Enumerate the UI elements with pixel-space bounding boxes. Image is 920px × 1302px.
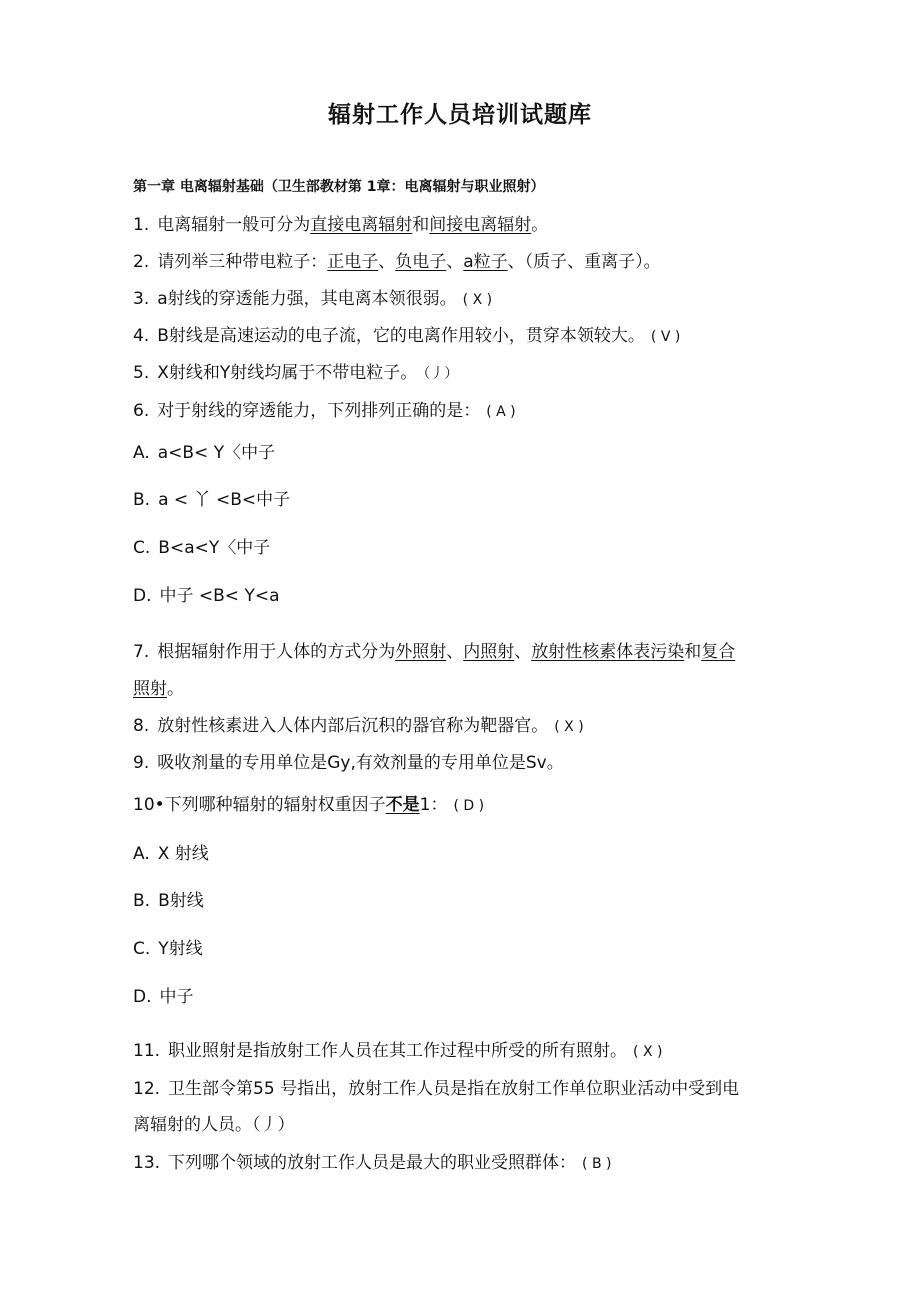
question-text: 对于射线的穿透能力，下列排列正确的是：	[157, 401, 481, 421]
question-text: 请列举三种带电粒子：	[157, 252, 328, 272]
option-c	[133, 938, 203, 960]
question-2	[133, 251, 661, 273]
emphasis-text: 不是	[385, 795, 420, 815]
question-12	[133, 1078, 739, 1100]
option-label: B.	[133, 891, 151, 911]
question-number: 5.	[133, 363, 150, 383]
question-7-continued	[133, 678, 184, 700]
question-number: 7.	[133, 642, 150, 662]
chapter-heading: 第一章 电离辐射基础（卫生部教材第 1章：电离辐射与职业照射）	[133, 179, 545, 195]
option-label: C.	[133, 939, 151, 959]
option-a	[133, 843, 209, 865]
question-number: 3.	[133, 289, 150, 309]
question-12-continued	[133, 1114, 295, 1136]
answer-blank: 内照射	[463, 642, 515, 662]
answer-blank: 直接电离辐射	[310, 215, 413, 235]
option-text: B<a<Y〈中子	[158, 538, 271, 558]
answer-blank: 外照射	[395, 642, 447, 662]
question-text: 根据辐射作用于人体的方式分为	[157, 642, 396, 662]
question-text: 。	[531, 215, 549, 235]
answer-blank: a粒子	[463, 252, 508, 272]
option-label: D.	[133, 987, 152, 1007]
option-label: A.	[133, 844, 150, 864]
question-5	[133, 362, 458, 385]
question-text: 下列哪个领域的放射工作人员是最大的职业受照群体：	[168, 1153, 577, 1173]
option-text: B射线	[158, 891, 204, 911]
question-text: 职业照射是指放射工作人员在其工作过程中所受的所有照射。	[168, 1041, 628, 1061]
separator: 、	[446, 252, 464, 272]
question-text: B射线是高速运动的电子流，它的电离作用较小，贯穿本领较大。	[157, 326, 645, 346]
option-label: A.	[133, 443, 150, 463]
question-number: 13.	[133, 1153, 161, 1173]
option-text: a < 丫 <B<中子	[158, 490, 291, 510]
option-text: 中子	[159, 987, 194, 1007]
answer-blank: 负电子	[395, 252, 447, 272]
question-3	[133, 288, 492, 311]
option-label: B.	[133, 490, 151, 510]
option-label: D.	[133, 586, 152, 606]
question-text: 卫生部令第55 号指出，放射工作人员是指在放射工作单位职业活动中受到电	[168, 1079, 740, 1099]
question-number: 9.	[133, 753, 150, 773]
question-text: 下列哪种辐射的辐射权重因子	[164, 795, 386, 815]
question-number: 8.	[133, 716, 150, 736]
question-text: a射线的穿透能力强，其电离本领很弱。	[157, 289, 457, 309]
question-number: 4.	[133, 326, 150, 346]
option-text: 中子 <B< Y<a	[159, 586, 280, 606]
question-text: 放射性核素进入人体内部后沉积的器官称为靶器官。	[157, 716, 549, 736]
question-text: 和	[412, 215, 430, 235]
question-text: X射线和Y射线均属于不带电粒子。	[157, 363, 418, 383]
question-number: 2.	[133, 252, 150, 272]
answer-mark: （丿）	[423, 366, 459, 382]
question-7	[133, 641, 735, 663]
question-13	[133, 1152, 611, 1175]
answer-mark: ( X )	[462, 292, 493, 308]
option-d	[133, 986, 194, 1008]
question-text: 吸收剂量的专用单位是Gy,有效剂量的专用单位是Sv。	[157, 753, 564, 773]
question-number: 1.	[133, 215, 150, 235]
option-text: a<B< Y〈中子	[157, 443, 276, 463]
question-11	[133, 1040, 662, 1063]
page-title: 辐射工作人员培训试题库	[328, 102, 592, 128]
question-text: 1：	[419, 795, 448, 815]
answer-blank: 照射	[133, 679, 167, 699]
option-text: X 射线	[157, 844, 209, 864]
answer-mark: ( X )	[633, 1044, 663, 1060]
question-number: 10•	[133, 795, 165, 815]
question-1	[133, 214, 548, 236]
answer-mark: ( A )	[486, 404, 516, 420]
question-4	[133, 325, 680, 348]
question-8	[133, 715, 584, 738]
question-text: 、（质子、重离子）。	[507, 252, 661, 272]
answer-blank: 间接电离辐射	[429, 215, 532, 235]
answer-mark: ( V )	[650, 329, 681, 345]
question-number: 11.	[133, 1041, 161, 1061]
separator: 、	[378, 252, 396, 272]
question-text: 离辐射的人员。（丿）	[133, 1115, 295, 1135]
option-label: C.	[133, 538, 151, 558]
answer-mark: ( B )	[582, 1156, 612, 1172]
question-number: 12.	[133, 1079, 161, 1099]
separator: 、	[514, 642, 532, 662]
question-text: 。	[167, 679, 184, 699]
question-text: 电离辐射一般可分为	[157, 215, 311, 235]
question-number: 6.	[133, 401, 150, 421]
question-text: 和	[684, 642, 702, 662]
question-9	[133, 752, 564, 774]
option-b	[133, 890, 204, 912]
answer-blank: 正电子	[327, 252, 379, 272]
option-a	[133, 442, 275, 464]
option-text: Y射线	[158, 939, 203, 959]
answer-mark: ( D )	[453, 798, 485, 814]
answer-blank: 放射性核素体表污染	[531, 642, 685, 662]
option-d	[133, 585, 280, 607]
option-b	[133, 489, 290, 511]
option-c	[133, 537, 270, 559]
answer-blank: 复合	[701, 642, 736, 662]
answer-mark: ( X )	[554, 719, 584, 735]
question-10	[133, 794, 484, 817]
question-6	[133, 400, 516, 423]
separator: 、	[446, 642, 464, 662]
